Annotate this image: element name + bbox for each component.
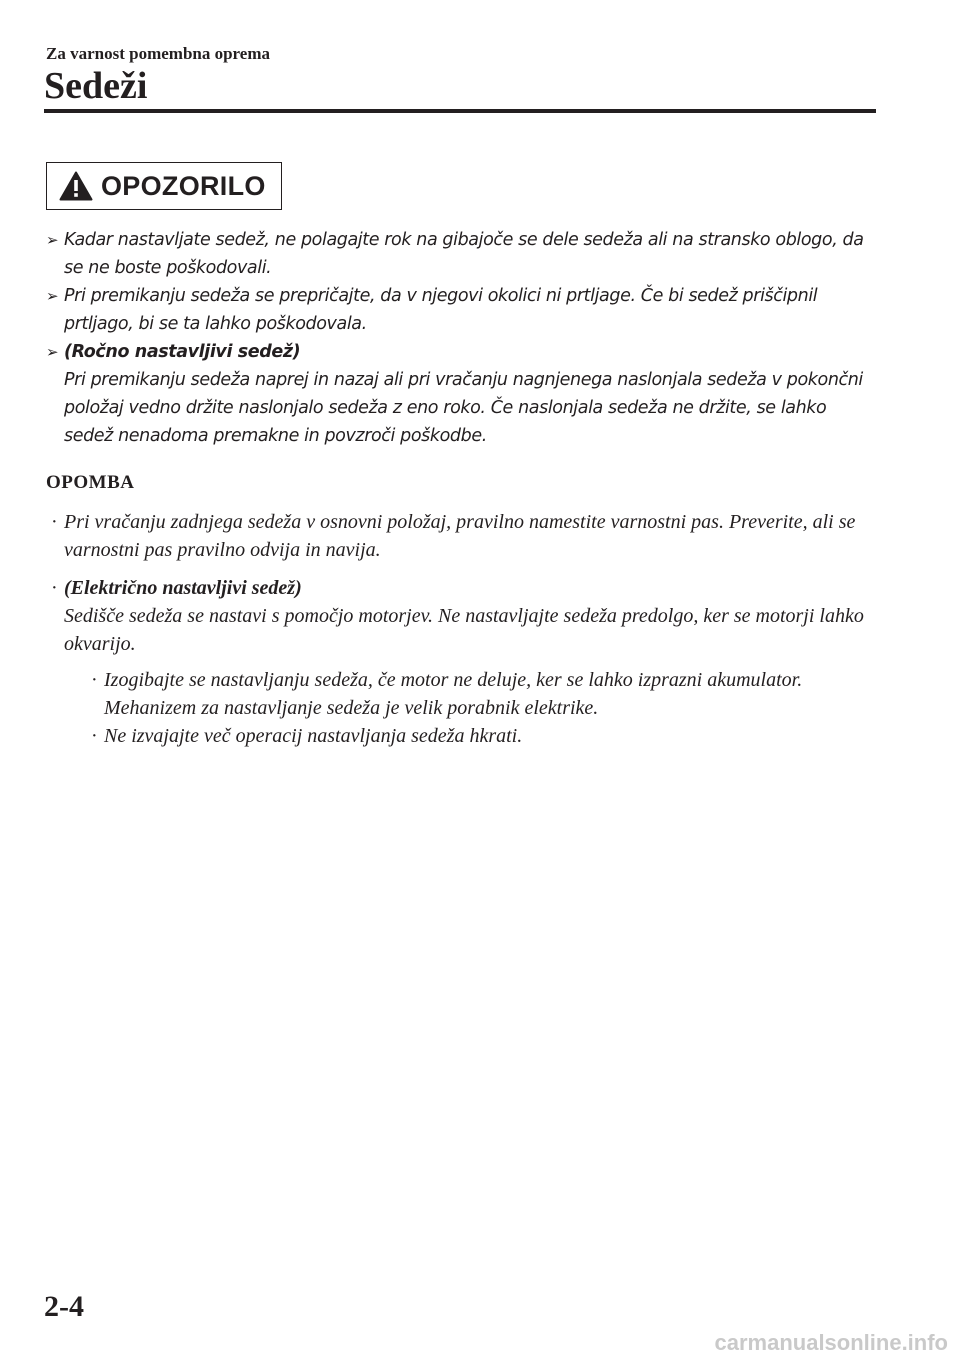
dot-bullet-icon: · xyxy=(91,725,98,747)
note-heading: OPOMBA xyxy=(46,472,135,493)
warning-item xyxy=(46,282,876,338)
note-sub-list xyxy=(64,666,886,750)
title-divider xyxy=(44,109,876,113)
warning-triangle-icon xyxy=(59,171,93,201)
note-sub-text: Izogibajte se nastavljanju sedeža, če motor ne deluje, ker se lahko izprazni akumulator. Mehanizem za nastavljanje sedeža je velik porabnik elektrike. xyxy=(104,669,803,719)
arrow-bullet-icon: ➢ xyxy=(46,287,59,305)
warning-text: Kadar nastavljate sedež, ne polagajte rok na gibajoče se dele sedeža ali na stransko oblogo, da se ne boste poškodovali. xyxy=(64,230,864,278)
arrow-bullet-icon: ➢ xyxy=(46,231,59,249)
dot-bullet-icon: · xyxy=(51,511,58,533)
warning-text: Pri premikanju sedeža se prepričajte, da v njegovi okolici ni prtljage. Če bi sedež priščipnil prtljago, bi se ta lahko poškodovala. xyxy=(64,286,818,334)
warning-list xyxy=(46,226,876,450)
dot-bullet-icon: · xyxy=(51,577,58,599)
warning-banner xyxy=(46,162,282,210)
warning-label: OPOZORILO xyxy=(101,170,266,201)
note-text: Pri vračanju zadnjega sedeža v osnovni položaj, pravilno namestite varnostni pas. Preverite, ali se varnostni pas pravilno odvija in navija. xyxy=(64,511,856,561)
warning-item xyxy=(46,226,876,282)
watermark: carmanualsonline.info xyxy=(714,1330,948,1355)
note-list xyxy=(46,508,886,760)
note-text: Sedišče sedeža se nastavi s pomočjo motorjev. Ne nastavljajte sedeža predolgo, ker se motorji lahko okvarijo. xyxy=(64,605,864,655)
warning-text: Pri premikanju sedeža naprej in nazaj ali pri vračanju nagnjenega naslonjala sedeža v pokončni položaj vedno držite naslonjalo sedeža z eno roko. Če naslonjala sedeža ne držite, se lahko sedež nenadoma premakne in povzroči poškodbe. xyxy=(64,370,863,446)
warning-subheading: (Ročno nastavljivi sedež) xyxy=(64,342,301,362)
dot-bullet-icon: · xyxy=(91,669,98,691)
breadcrumb: Za varnost pomembna oprema xyxy=(46,44,270,63)
page-title: Sedeži xyxy=(44,65,148,107)
page-number: 2-4 xyxy=(44,1290,84,1323)
arrow-bullet-icon: ➢ xyxy=(46,343,59,361)
note-subheading: (Električno nastavljivi sedež) xyxy=(64,577,302,599)
note-sub-item xyxy=(86,666,886,722)
note-item xyxy=(46,508,886,564)
note-sub-text: Ne izvajajte več operacij nastavljanja sedeža hkrati. xyxy=(104,725,523,747)
note-item xyxy=(46,574,886,750)
warning-item xyxy=(46,338,876,450)
note-sub-item xyxy=(86,722,886,750)
